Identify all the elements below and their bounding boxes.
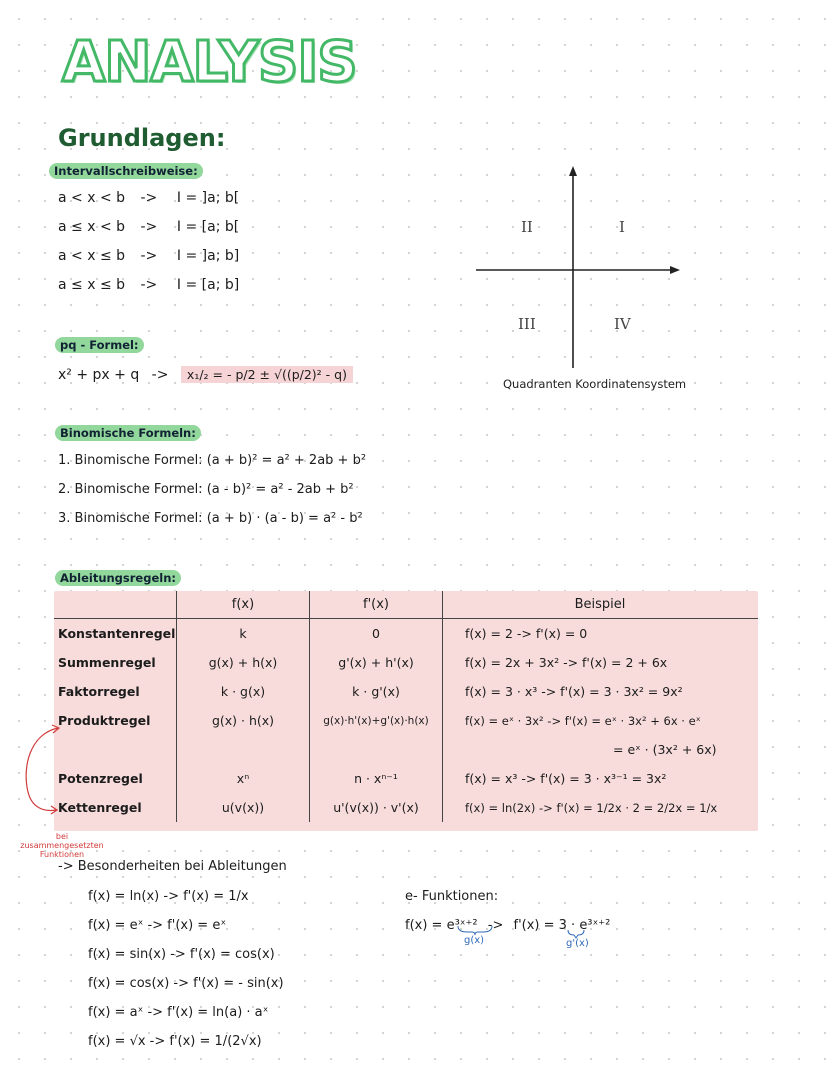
special-row: f(x) = √x -> f'(x) = 1/(2√x) [88, 1034, 262, 1049]
special-row: f(x) = eˣ -> f'(x) = eˣ [88, 918, 227, 933]
rule-f: k · g(x) [177, 677, 310, 706]
binomial-row-3: 3. Binomische Formel: (a + b) · (a - b) = a² - b² [58, 511, 363, 526]
interval-result: I = ]a; b[ [176, 190, 240, 206]
rule-f: xⁿ [177, 764, 310, 793]
special-heading: -> Besonderheiten bei Ableitungen [58, 859, 287, 874]
arrow: -> [140, 248, 158, 264]
table-row [54, 793, 758, 822]
interval-cond: a ≤ x < b [58, 219, 126, 235]
pq-lhs: x² + px + q [58, 367, 140, 383]
derivatives-heading: Ableitungsregeln: [55, 570, 181, 586]
rule-df: 0 [310, 619, 443, 649]
rule-example: f(x) = eˣ · 3x² -> f'(x) = eˣ · 3x² + 6x · eˣ [443, 706, 759, 735]
table-row [54, 706, 758, 735]
rule-name: Produktregel [58, 713, 151, 728]
efunc-lhs: f(x) = e³ˣ⁺² [405, 918, 478, 933]
col-header-f: f(x) [177, 591, 310, 619]
rule-df: k · g'(x) [310, 677, 443, 706]
rule-df: u'(v(x)) · v'(x) [310, 793, 443, 822]
interval-cond: a < x ≤ b [58, 248, 126, 264]
quadrant-label-4: IV [614, 315, 631, 333]
interval-result: I = [a; b] [176, 277, 240, 293]
table-row [54, 619, 758, 649]
col-header-name [54, 591, 177, 619]
table-row [54, 735, 758, 764]
rule-example: f(x) = 2x + 3x² -> f'(x) = 2 + 6x [443, 648, 759, 677]
side-note: bei zusammengesetzten Funktionen [20, 832, 104, 859]
table-header-row [54, 591, 758, 619]
page-title: ANALYSIS [62, 30, 357, 95]
derivatives-table [54, 591, 758, 831]
table-row [54, 764, 758, 793]
rule-example: f(x) = ln(2x) -> f'(x) = 1/2x · 2 = 2/2x = 1/x [443, 793, 759, 822]
special-row: f(x) = sin(x) -> f'(x) = cos(x) [88, 947, 275, 962]
quadrant-label-3: III [518, 315, 536, 333]
interval-heading: Intervallschreibweise: [49, 163, 203, 179]
pq-result: x₁/₂ = - p/2 ± √((p/2)² - q) [181, 366, 353, 383]
y-arrow-icon [569, 166, 577, 176]
interval-cond: a ≤ x ≤ b [58, 277, 126, 293]
col-header-example: Beispiel [443, 591, 759, 619]
rule-example: f(x) = 2 -> f'(x) = 0 [443, 619, 759, 649]
binomial-row-2: 2. Binomische Formel: (a - b)² = a² - 2ab + b² [58, 482, 354, 497]
binomial-row-1: 1. Binomische Formel: (a + b)² = a² + 2ab + b² [58, 453, 367, 468]
rule-name: Potenzregel [58, 771, 143, 786]
rule-f: u(v(x)) [177, 793, 310, 822]
col-header-df: f'(x) [310, 591, 443, 619]
rule-name: Kettenregel [58, 800, 142, 815]
rule-name: Konstantenregel [58, 626, 176, 641]
interval-row [58, 248, 239, 264]
interval-result: I = [a; b[ [176, 219, 240, 235]
efunc-note-left: g(x) [464, 935, 485, 946]
pq-heading: pq - Formel: [55, 337, 144, 353]
special-row: f(x) = aˣ -> f'(x) = ln(a) · aˣ [88, 1005, 269, 1020]
rule-df [310, 735, 443, 764]
interval-row [58, 277, 239, 293]
rule-example: f(x) = 3 · x³ -> f'(x) = 3 · 3x² = 9x² [443, 677, 759, 706]
rule-f [177, 735, 310, 764]
binomial-heading: Binomische Formeln: [55, 425, 201, 441]
rule-example: f(x) = x³ -> f'(x) = 3 · x³⁻¹ = 3x² [443, 764, 759, 793]
table-row [54, 677, 758, 706]
interval-result: I = ]a; b] [176, 248, 240, 264]
interval-row [58, 219, 239, 235]
rule-f: k [177, 619, 310, 649]
arrow: -> [140, 190, 158, 206]
quadrant-diagram [470, 160, 690, 400]
rule-df: n · xⁿ⁻¹ [310, 764, 443, 793]
special-row: f(x) = cos(x) -> f'(x) = - sin(x) [88, 976, 284, 991]
special-row: f(x) = ln(x) -> f'(x) = 1/x [88, 889, 249, 904]
rule-name [54, 735, 177, 764]
rule-df: g'(x) + h'(x) [310, 648, 443, 677]
section-title: Grundlagen: [58, 124, 226, 152]
rule-f: g(x) + h(x) [177, 648, 310, 677]
curved-arrow-icon [14, 722, 64, 822]
quadrant-label-1: I [619, 218, 625, 236]
x-arrow-icon [670, 266, 680, 274]
interval-row [58, 190, 239, 206]
rule-name: Faktorregel [58, 684, 140, 699]
efunc-heading: e- Funktionen: [405, 889, 499, 904]
table-row [54, 648, 758, 677]
pq-formula [58, 367, 353, 383]
rule-name: Summenregel [58, 655, 156, 670]
rule-f: g(x) · h(x) [177, 706, 310, 735]
arrow: -> [151, 367, 169, 383]
quadrant-label-2: II [521, 218, 533, 236]
quadrant-caption: Quadranten Koordinatensystem [503, 377, 687, 391]
efunc-note-right: g'(x) [566, 938, 589, 949]
interval-cond: a < x < b [58, 190, 126, 206]
rule-df: g(x)·h'(x)+g'(x)·h(x) [310, 706, 443, 735]
efunc-rhs: f'(x) = 3 · e³ˣ⁺² [513, 918, 611, 933]
arrow: -> [140, 277, 158, 293]
arrow: -> [487, 918, 504, 933]
arrow: -> [140, 219, 158, 235]
rule-example: = eˣ · (3x² + 6x) [443, 735, 759, 764]
